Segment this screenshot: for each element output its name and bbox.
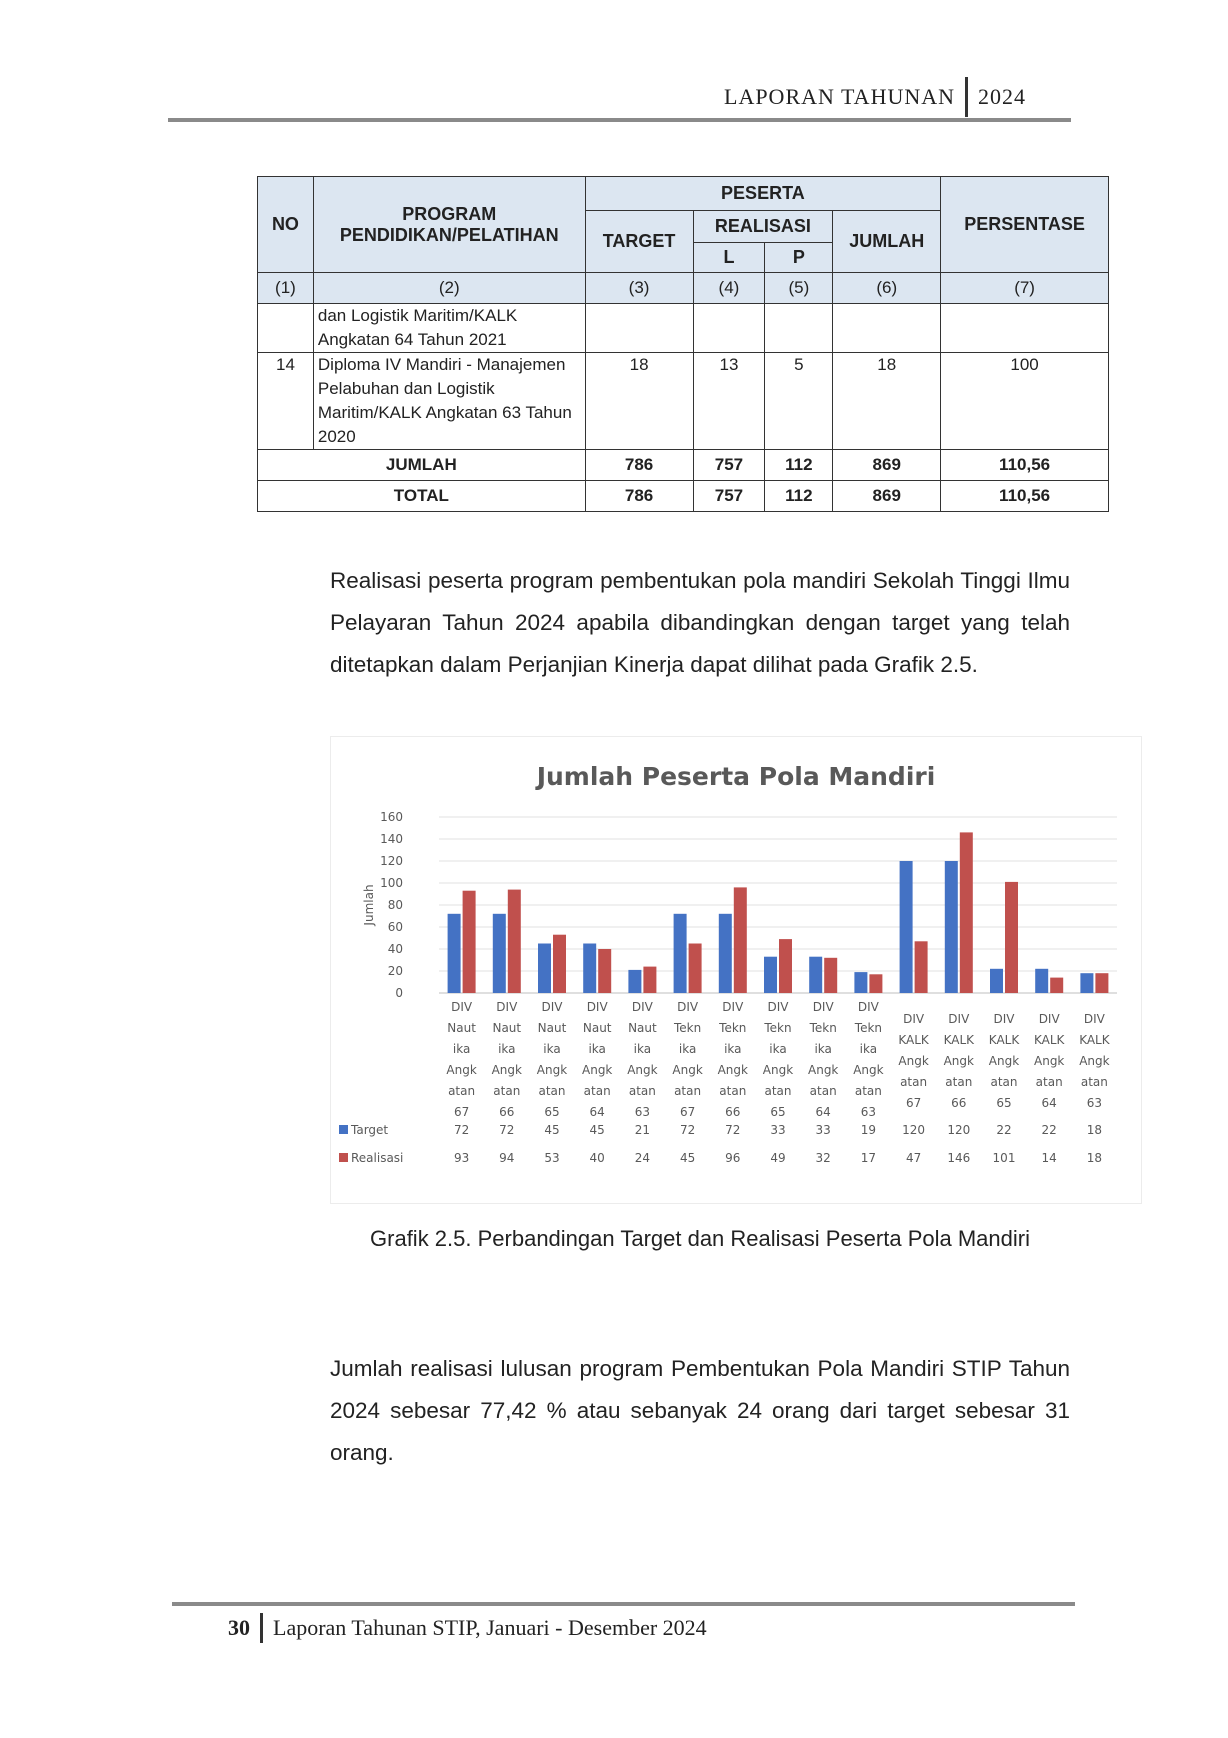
x-category-label: 63 (634, 1105, 651, 1119)
data-table-value: 24 (634, 1151, 651, 1165)
jumlah-p: 112 (765, 450, 833, 481)
y-tick-label: 60 (387, 920, 403, 934)
x-category-label: KALK (1033, 1033, 1065, 1047)
target-bar (628, 970, 641, 993)
x-category-label: Angk (672, 1063, 703, 1077)
x-category-label: 65 (770, 1105, 786, 1119)
x-category-label: atan (854, 1084, 882, 1098)
x-category-label: 63 (1086, 1096, 1103, 1110)
target-bar (945, 861, 958, 993)
col-number: (6) (833, 273, 941, 304)
x-category-label: DIV (451, 1000, 473, 1014)
x-category-label: atan (945, 1075, 973, 1089)
x-category-label: 66 (951, 1096, 967, 1110)
x-category-label: DIV (767, 1000, 789, 1014)
x-category-label: atan (719, 1084, 747, 1098)
x-category-label: 64 (815, 1105, 831, 1119)
x-category-label: ika (678, 1042, 697, 1056)
x-category-label: Angk (627, 1063, 658, 1077)
figure-caption: Grafik 2.5. Perbandingan Target dan Realisasi Peserta Pola Mandiri (370, 1226, 1030, 1251)
y-tick-label: 40 (387, 942, 403, 956)
target-bar (764, 957, 777, 993)
jumlah-jumlah: 869 (833, 450, 941, 481)
bar-chart (331, 737, 1141, 1203)
data-table-value: 47 (905, 1151, 922, 1165)
target-bar (493, 914, 506, 993)
chart-container (330, 736, 1142, 1204)
x-category-label: 64 (1041, 1096, 1057, 1110)
x-category-label: DIV (541, 1000, 563, 1014)
realisasi-bar (643, 967, 656, 993)
header-title: LAPORAN TAHUNAN (724, 84, 956, 109)
program-cell: dan Logistik Maritim/KALK Angkatan 64 Tahun 2021 (313, 304, 585, 353)
table-row (258, 304, 1109, 353)
data-table-value: 101 (992, 1151, 1016, 1165)
x-category-label: Naut (447, 1021, 476, 1035)
table-row (258, 353, 1109, 450)
x-category-label: ika (814, 1042, 832, 1056)
x-category-label: ika (633, 1042, 652, 1056)
x-category-label: DIV (722, 1000, 744, 1014)
data-table-value: 72 (725, 1123, 741, 1137)
data-table-value: 19 (860, 1123, 877, 1137)
x-category-label: Angk (762, 1063, 794, 1077)
jumlah-target: 786 (585, 450, 693, 481)
x-category-label: Angk (988, 1054, 1020, 1068)
y-tick-label: 20 (387, 964, 403, 978)
header-separator (965, 77, 968, 117)
target-bar (674, 914, 687, 993)
x-category-label: ika (452, 1042, 471, 1056)
th-realisasi: REALISASI (693, 211, 833, 243)
x-category-label: 66 (499, 1105, 515, 1119)
x-category-label: ika (543, 1042, 561, 1056)
data-table-value: 72 (499, 1123, 515, 1137)
running-footer (228, 1610, 707, 1646)
x-category-label: DIV (812, 1000, 834, 1014)
th-l: L (693, 243, 765, 273)
realisasi-bar (915, 941, 928, 993)
data-table-value: 18 (1086, 1123, 1103, 1137)
x-category-label: Tekn (673, 1021, 702, 1035)
x-category-label: 67 (679, 1105, 696, 1119)
target-bar (1035, 969, 1048, 993)
y-tick-label: 120 (380, 854, 403, 868)
persentase-cell: 100 (941, 353, 1109, 450)
target-bar (538, 944, 551, 994)
th-p: P (765, 243, 833, 273)
x-category-label: 64 (589, 1105, 605, 1119)
data-table-value: 96 (725, 1151, 741, 1165)
x-category-label: KALK (1079, 1033, 1110, 1047)
x-category-label: DIV (1083, 1012, 1105, 1026)
data-table-value: 18 (1086, 1151, 1103, 1165)
data-table-value: 72 (679, 1123, 696, 1137)
data-table-value: 72 (453, 1123, 470, 1137)
data-table-value: 32 (815, 1151, 831, 1165)
x-category-label: 65 (544, 1105, 560, 1119)
realisasi-bar (553, 935, 566, 993)
data-table-value: 120 (902, 1123, 926, 1137)
total-jumlah: 869 (833, 481, 941, 512)
col-number: (7) (941, 273, 1109, 304)
x-category-label: KALK (988, 1033, 1020, 1047)
x-category-label: 63 (860, 1105, 877, 1119)
footer-separator (260, 1613, 263, 1643)
x-category-label: Naut (537, 1021, 567, 1035)
header-year: 2024 (978, 84, 1027, 109)
x-category-label: Angk (943, 1054, 974, 1068)
x-category-label: Angk (491, 1063, 522, 1077)
x-category-label: Tekn (719, 1021, 747, 1035)
x-category-label: DIV (631, 1000, 653, 1014)
total-target: 786 (585, 481, 693, 512)
realisasi-bar (1095, 973, 1108, 993)
target-cell: 18 (585, 353, 693, 450)
legend-label: Realisasi (351, 1151, 404, 1165)
target-bar (990, 969, 1003, 993)
header-rule (168, 118, 1071, 122)
legend-swatch (339, 1125, 348, 1134)
jumlah-label: JUMLAH (258, 450, 586, 481)
x-category-label: DIV (903, 1012, 925, 1026)
footer-text: Laporan Tahunan STIP, Januari - Desember 2024 (273, 1615, 707, 1640)
target-bar (854, 972, 867, 993)
x-category-label: Angk (853, 1063, 884, 1077)
running-header (724, 82, 1026, 112)
y-tick-label: 100 (380, 876, 403, 890)
jumlah-row (258, 450, 1109, 481)
data-table-value: 146 (947, 1151, 971, 1165)
chart-title: Jumlah Peserta Pola Mandiri (536, 762, 936, 791)
y-tick-label: 80 (387, 898, 403, 912)
x-category-label: 65 (996, 1096, 1012, 1110)
x-category-label: atan (809, 1084, 837, 1098)
x-category-label: DIV (857, 1000, 879, 1014)
x-category-label: Tekn (764, 1021, 792, 1035)
x-category-label: atan (990, 1075, 1018, 1089)
legend-swatch (339, 1153, 348, 1162)
target-bar (809, 957, 822, 993)
x-category-label: Angk (808, 1063, 839, 1077)
realisasi-bar (463, 891, 476, 993)
realisasi-bar (598, 949, 611, 993)
column-number-row (258, 273, 1109, 304)
data-table-value: 53 (544, 1151, 560, 1165)
total-row (258, 481, 1109, 512)
x-category-label: DIV (948, 1012, 970, 1026)
legend-label: Target (351, 1123, 389, 1137)
l-cell: 13 (693, 353, 765, 450)
target-bar (719, 914, 732, 993)
data-table-value: 22 (1041, 1123, 1057, 1137)
jumlah-cell: 18 (833, 353, 941, 450)
realisasi-bar (1005, 882, 1018, 993)
y-tick-label: 140 (380, 832, 403, 846)
data-table-value: 22 (996, 1123, 1012, 1137)
x-category-label: KALK (943, 1033, 975, 1047)
x-category-label: Angk (446, 1063, 477, 1077)
x-category-label: Angk (1034, 1054, 1065, 1068)
data-table-value: 33 (770, 1123, 786, 1137)
x-category-label: DIV (496, 1000, 518, 1014)
body-paragraph: Realisasi peserta program pembentukan pola mandiri Sekolah Tinggi Ilmu Pelayaran Tahun 2024 apabila dibandingkan dengan target yang telah ditetapkan dalam Perjanjian Kinerja dapat dilihat pada Grafik 2.5. (330, 568, 1070, 677)
col-number: (2) (313, 273, 585, 304)
x-category-label: ika (498, 1042, 516, 1056)
data-table-value: 45 (679, 1151, 696, 1165)
x-category-label: atan (764, 1084, 792, 1098)
x-category-label: Angk (582, 1063, 613, 1077)
y-axis-label: Jumlah (362, 884, 376, 926)
x-category-label: atan (493, 1084, 521, 1098)
total-p: 112 (765, 481, 833, 512)
col-number: (1) (258, 273, 314, 304)
col-number: (3) (585, 273, 693, 304)
realisasi-bar (1050, 978, 1063, 993)
x-category-label: DIV (1038, 1012, 1060, 1026)
participants-table (257, 176, 1109, 512)
realisasi-bar (734, 887, 747, 993)
x-category-label: atan (538, 1084, 566, 1098)
data-table-value: 45 (544, 1123, 560, 1137)
x-category-label: atan (448, 1084, 476, 1098)
x-category-label: Angk (717, 1063, 748, 1077)
x-category-label: atan (900, 1075, 928, 1089)
x-category-label: DIV (677, 1000, 699, 1014)
x-category-label: Naut (492, 1021, 522, 1035)
data-table-value: 17 (860, 1151, 877, 1165)
realisasi-bar (869, 974, 882, 993)
row-no: 14 (258, 353, 314, 450)
p-cell: 5 (765, 353, 833, 450)
realisasi-bar (779, 939, 792, 993)
realisasi-bar (508, 890, 521, 993)
x-category-label: Angk (1079, 1054, 1110, 1068)
col-number: (4) (693, 273, 765, 304)
data-table-value: 94 (499, 1151, 515, 1165)
x-category-label: ika (724, 1042, 742, 1056)
target-bar (583, 944, 596, 994)
x-category-label: 67 (453, 1105, 470, 1119)
data-table-value: 14 (1041, 1151, 1057, 1165)
total-persentase: 110,56 (941, 481, 1109, 512)
realisasi-bar (960, 832, 973, 993)
x-category-label: ika (588, 1042, 606, 1056)
program-cell: Diploma IV Mandiri - Manajemen Pelabuhan dan Logistik Maritim/KALK Angkatan 63 Tahun 2020 (313, 353, 585, 450)
jumlah-l: 757 (693, 450, 765, 481)
total-label: TOTAL (258, 481, 586, 512)
th-persentase: PERSENTASE (941, 177, 1109, 273)
x-category-label: Naut (582, 1021, 612, 1035)
x-category-label: 67 (905, 1096, 922, 1110)
x-category-label: atan (1035, 1075, 1063, 1089)
data-table-value: 21 (634, 1123, 651, 1137)
x-category-label: Angk (536, 1063, 568, 1077)
page-number: 30 (228, 1615, 250, 1640)
x-category-label: 66 (725, 1105, 741, 1119)
col-number: (5) (765, 273, 833, 304)
data-table-value: 45 (589, 1123, 605, 1137)
data-table-value: 40 (589, 1151, 605, 1165)
body-paragraph: Jumlah realisasi lulusan program Pembentukan Pola Mandiri STIP Tahun 2024 sebesar 77,42 % atau sebanyak 24 orang dari target sebesar 31 orang. (330, 1356, 1070, 1465)
realisasi-bar (824, 958, 837, 993)
th-program: PROGRAM PENDIDIKAN/PELATIHAN (313, 177, 585, 273)
x-category-label: Naut (628, 1021, 657, 1035)
x-category-label: atan (583, 1084, 611, 1098)
x-category-label: ika (859, 1042, 878, 1056)
realisasi-bar (689, 944, 702, 994)
x-category-label: Angk (898, 1054, 929, 1068)
x-category-label: Tekn (854, 1021, 883, 1035)
x-category-label: Tekn (809, 1021, 837, 1035)
th-target: TARGET (585, 211, 693, 273)
th-peserta: PESERTA (585, 177, 941, 211)
x-category-label: ika (769, 1042, 787, 1056)
y-tick-label: 160 (380, 810, 403, 824)
jumlah-persentase: 110,56 (941, 450, 1109, 481)
target-bar (448, 914, 461, 993)
footer-rule (172, 1602, 1075, 1606)
x-category-label: atan (674, 1084, 702, 1098)
data-table-value: 33 (815, 1123, 831, 1137)
target-bar (1080, 973, 1093, 993)
x-category-label: DIV (586, 1000, 608, 1014)
x-category-label: atan (628, 1084, 656, 1098)
data-table-value: 49 (770, 1151, 786, 1165)
data-table-value: 93 (453, 1151, 470, 1165)
total-l: 757 (693, 481, 765, 512)
th-no: NO (258, 177, 314, 273)
y-tick-label: 0 (395, 986, 403, 1000)
data-table-value: 120 (947, 1123, 971, 1137)
th-jumlah: JUMLAH (833, 211, 941, 273)
x-category-label: DIV (993, 1012, 1015, 1026)
x-category-label: KALK (898, 1033, 929, 1047)
x-category-label: atan (1080, 1075, 1108, 1089)
target-bar (900, 861, 913, 993)
